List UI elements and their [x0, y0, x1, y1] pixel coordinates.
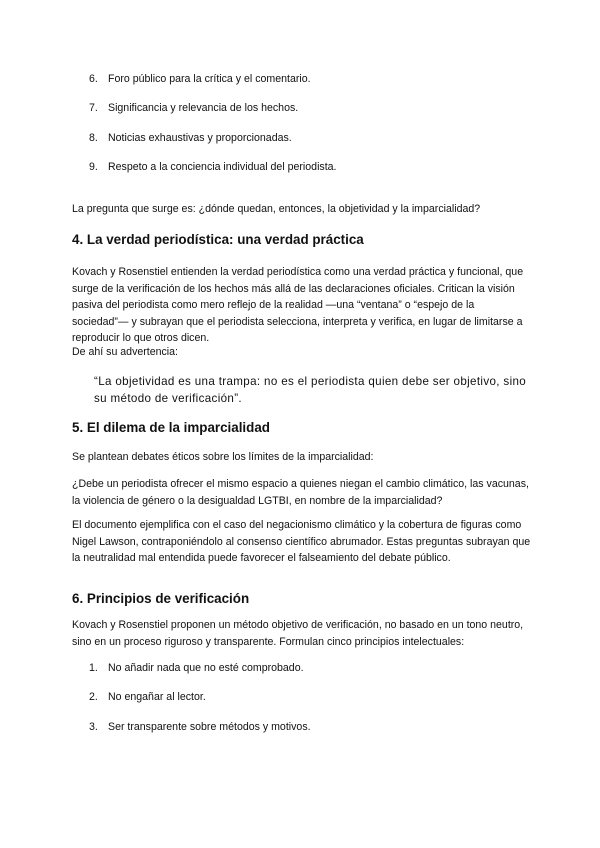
list-item: 7. Significancia y relevancia de los hechos. [89, 102, 299, 114]
list-item-text: Noticias exhaustivas y proporcionadas. [108, 132, 292, 144]
question-paragraph: La pregunta que surge es: ¿dónde quedan, entonces, la objetividad y la imparcialidad? [72, 203, 481, 215]
section-6-paragraph: Kovach y Rosenstiel proponen un método objetivo de verificación, no basado en un tono neutro, sino en un proceso riguroso y transparente. Formulan cinco principios intelectuales: [72, 619, 524, 648]
list-item: 8. Noticias exhaustivas y proporcionadas. [89, 132, 292, 144]
list-item: 6. Foro público para la crítica y el comentario. [89, 73, 311, 85]
list-item: 2. No engañar al lector. [89, 691, 206, 703]
list-item-text: Respeto a la conciencia individual del periodista. [108, 161, 337, 173]
list-item-text: Significancia y relevancia de los hechos. [108, 102, 299, 114]
verification-quote: “La objetividad es una trampa: no es el periodista quien debe ser objetivo, sino su método de verificación”. [94, 375, 527, 405]
section-6-heading: 6. Principios de verificación [72, 591, 250, 606]
section-4-paragraph: Kovach y Rosenstiel entienden la verdad periodística como una verdad práctica y funcional, que surge de la verificación de los hechos más allá de las declaraciones oficiales. Critican la visión pasiva del periodista como mero reflejo de la realidad —una “ventana” o “espejo de la sociedad”— y subrayan que el periodista selecciona, interpreta y verifica, en lugar de limitarse a reproducir lo que otros dicen. [72, 266, 524, 344]
section-5-intro: Se plantean debates éticos sobre los límites de la imparcialidad: [72, 451, 374, 463]
list-item-text: No añadir nada que no esté comprobado. [108, 662, 304, 674]
section-5-example: El documento ejemplifica con el caso del negacionismo climático y la cobertura de figuras como Nigel Lawson, contraponiéndolo al consenso científico abrumador. Estas preguntas subrayan que la neutralidad mal entendida puede favorecer el falseamiento del debate público. [72, 519, 531, 564]
list-item: 9. Respeto a la conciencia individual del periodista. [89, 161, 337, 173]
section-5-heading: 5. El dilema de la imparcialidad [72, 420, 270, 435]
list-item-text: Foro público para la crítica y el comentario. [108, 73, 311, 85]
section-4-lead: De ahí su advertencia: [72, 346, 178, 358]
section-4-heading: 4. La verdad periodística: una verdad práctica [72, 232, 364, 247]
list-item-text: Ser transparente sobre métodos y motivos. [108, 721, 311, 733]
list-item: 1. No añadir nada que no esté comprobado. [89, 662, 304, 674]
section-5-question: ¿Debe un periodista ofrecer el mismo espacio a quienes niegan el cambio climático, las vacunas, la violencia de género o la desigualdad LGTBI, en nombre de la imparcialidad? [72, 478, 529, 507]
list-item: 3. Ser transparente sobre métodos y motivos. [89, 721, 311, 733]
list-item-text: No engañar al lector. [108, 691, 206, 703]
